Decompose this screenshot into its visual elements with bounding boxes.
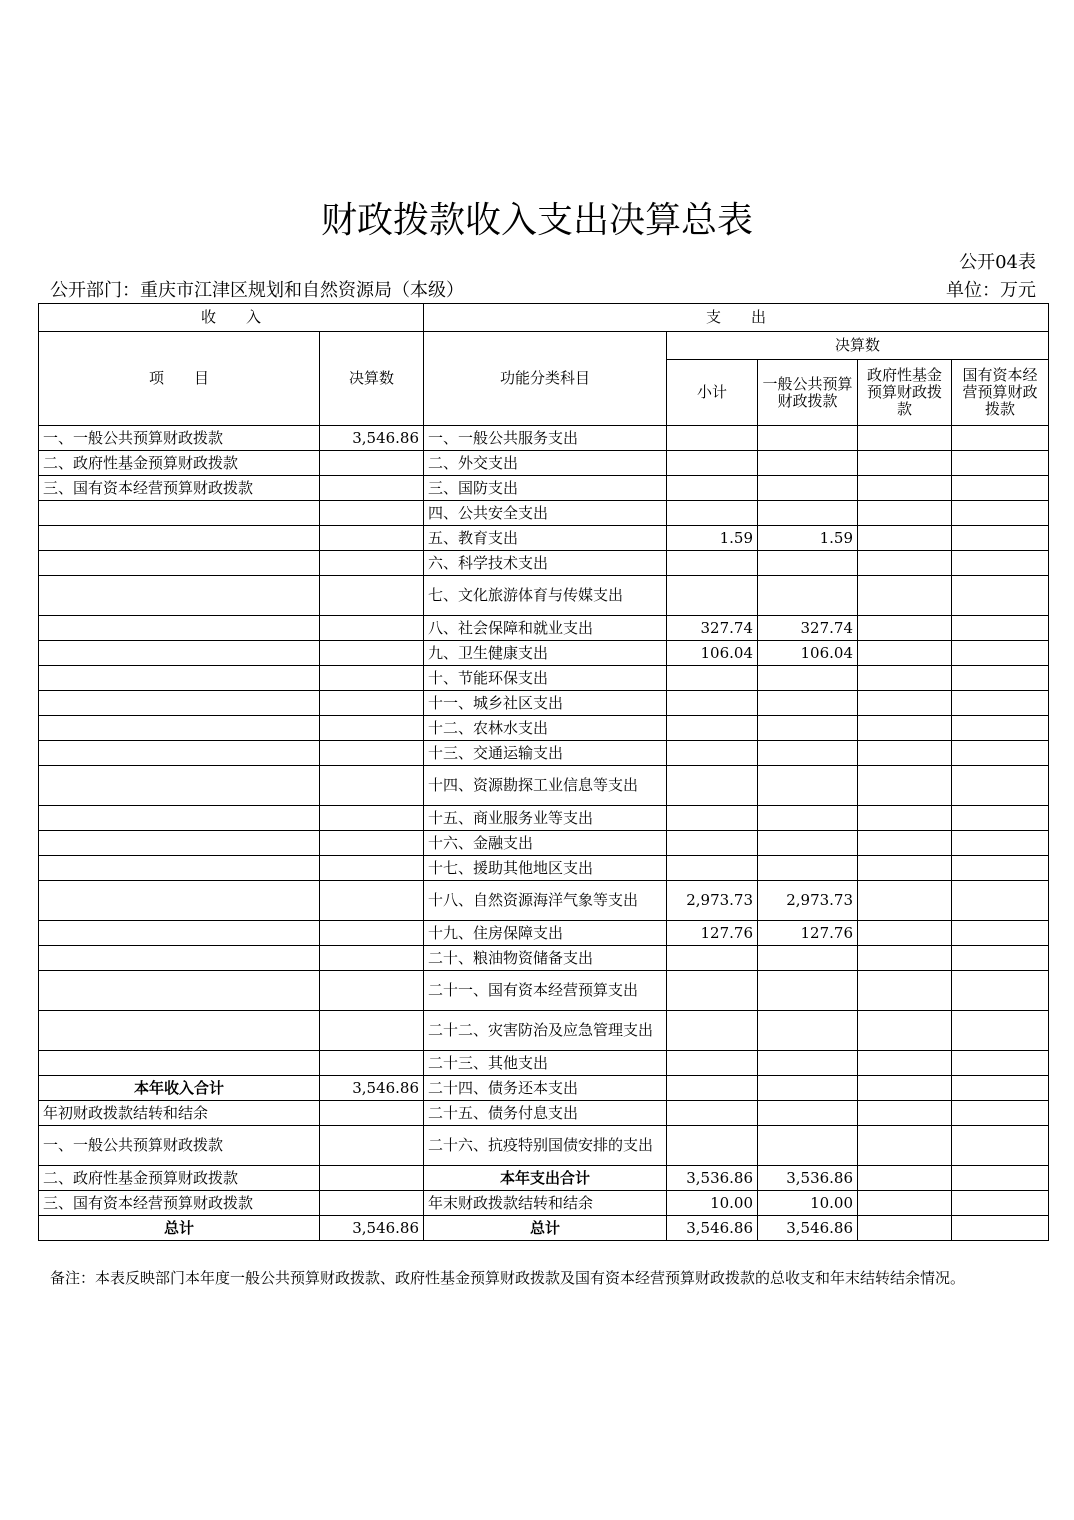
subject-cell: 总计 bbox=[424, 1216, 667, 1241]
state-capital-cell bbox=[952, 641, 1049, 666]
general-budget-cell bbox=[758, 576, 858, 616]
gov-fund-cell bbox=[858, 476, 952, 501]
subject-cell: 二十六、抗疫特别国债安排的支出 bbox=[424, 1126, 667, 1166]
state-capital-cell bbox=[952, 691, 1049, 716]
income-item-cell bbox=[39, 691, 320, 716]
general-budget-cell bbox=[758, 946, 858, 971]
general-budget-cell bbox=[758, 666, 858, 691]
gov-fund-cell bbox=[858, 971, 952, 1011]
gov-fund-cell bbox=[858, 616, 952, 641]
gov-fund-cell bbox=[858, 741, 952, 766]
gov-fund-cell bbox=[858, 426, 952, 451]
table-row bbox=[39, 946, 1049, 971]
form-number: 公开04表 bbox=[959, 252, 1036, 273]
general-budget-cell bbox=[758, 971, 858, 1011]
item-header: 项 目 bbox=[39, 332, 320, 426]
income-item-cell bbox=[39, 946, 320, 971]
gov-fund-cell bbox=[858, 946, 952, 971]
gov-fund-cell bbox=[858, 1051, 952, 1076]
income-item-cell: 一、一般公共预算财政拨款 bbox=[39, 1126, 320, 1166]
state-capital-cell bbox=[952, 426, 1049, 451]
state-capital-cell bbox=[952, 551, 1049, 576]
table-row bbox=[39, 1216, 1049, 1241]
subject-cell: 十六、金融支出 bbox=[424, 831, 667, 856]
subtotal-cell bbox=[667, 426, 758, 451]
income-header: 收 入 bbox=[39, 304, 424, 332]
state-capital-cell bbox=[952, 1011, 1049, 1051]
gov-fund-cell bbox=[858, 526, 952, 551]
subject-cell: 七、文化旅游体育与传媒支出 bbox=[424, 576, 667, 616]
general-budget-cell: 10.00 bbox=[758, 1191, 858, 1216]
income-amount-cell bbox=[320, 1011, 424, 1051]
state-capital-cell bbox=[952, 451, 1049, 476]
income-item-cell bbox=[39, 831, 320, 856]
general-budget-cell bbox=[758, 1051, 858, 1076]
general-budget-cell: 3,536.86 bbox=[758, 1166, 858, 1191]
subtotal-cell bbox=[667, 666, 758, 691]
subject-cell: 十四、资源勘探工业信息等支出 bbox=[424, 766, 667, 806]
subject-cell: 十七、援助其他地区支出 bbox=[424, 856, 667, 881]
gov-fund-cell bbox=[858, 881, 952, 921]
general-budget-cell: 327.74 bbox=[758, 616, 858, 641]
general-budget-cell bbox=[758, 501, 858, 526]
income-amount-cell bbox=[320, 476, 424, 501]
subtotal-cell bbox=[667, 1126, 758, 1166]
budget-table bbox=[38, 303, 1049, 1241]
subject-cell: 二十五、债务付息支出 bbox=[424, 1101, 667, 1126]
subject-cell: 十二、农林水支出 bbox=[424, 716, 667, 741]
gov-fund-cell bbox=[858, 451, 952, 476]
gov-fund-cell bbox=[858, 691, 952, 716]
subject-cell: 二、外交支出 bbox=[424, 451, 667, 476]
income-item-cell bbox=[39, 806, 320, 831]
general-budget-cell bbox=[758, 1126, 858, 1166]
table-row bbox=[39, 856, 1049, 881]
general-budget-cell bbox=[758, 1076, 858, 1101]
state-capital-cell bbox=[952, 666, 1049, 691]
income-item-cell bbox=[39, 921, 320, 946]
income-amount-cell bbox=[320, 946, 424, 971]
state-capital-cell bbox=[952, 476, 1049, 501]
table-row bbox=[39, 1191, 1049, 1216]
subject-cell: 十三、交通运输支出 bbox=[424, 741, 667, 766]
subtotal-cell: 3,546.86 bbox=[667, 1216, 758, 1241]
gov-fund-cell bbox=[858, 766, 952, 806]
gov-fund-cell bbox=[858, 831, 952, 856]
gov-fund-cell bbox=[858, 1011, 952, 1051]
income-amount-cell bbox=[320, 921, 424, 946]
income-amount-cell bbox=[320, 526, 424, 551]
subject-cell: 八、社会保障和就业支出 bbox=[424, 616, 667, 641]
state-capital-cell bbox=[952, 1191, 1049, 1216]
gov-fund-cell bbox=[858, 1216, 952, 1241]
subtotal-cell bbox=[667, 576, 758, 616]
subtotal-cell bbox=[667, 946, 758, 971]
subject-cell: 四、公共安全支出 bbox=[424, 501, 667, 526]
subject-cell: 二十二、灾害防治及应急管理支出 bbox=[424, 1011, 667, 1051]
general-budget-cell: 2,973.73 bbox=[758, 881, 858, 921]
general-budget-cell bbox=[758, 741, 858, 766]
gov-fund-cell bbox=[858, 921, 952, 946]
subject-cell: 一、一般公共服务支出 bbox=[424, 426, 667, 451]
income-item-cell: 三、国有资本经营预算财政拨款 bbox=[39, 476, 320, 501]
gov-fund-cell bbox=[858, 1101, 952, 1126]
subtotal-cell bbox=[667, 1101, 758, 1126]
state-capital-cell bbox=[952, 501, 1049, 526]
gov-fund-cell bbox=[858, 1166, 952, 1191]
income-amount-cell bbox=[320, 501, 424, 526]
subject-cell: 十一、城乡社区支出 bbox=[424, 691, 667, 716]
income-amount-cell bbox=[320, 691, 424, 716]
income-amount-cell bbox=[320, 806, 424, 831]
income-item-cell bbox=[39, 551, 320, 576]
state-capital-cell bbox=[952, 616, 1049, 641]
table-row bbox=[39, 501, 1049, 526]
table-row bbox=[39, 921, 1049, 946]
table-row bbox=[39, 831, 1049, 856]
table-row bbox=[39, 1166, 1049, 1191]
income-amount-cell bbox=[320, 741, 424, 766]
subtotal-cell: 106.04 bbox=[667, 641, 758, 666]
subtotal-cell bbox=[667, 766, 758, 806]
subtotal-cell bbox=[667, 551, 758, 576]
general-budget-cell bbox=[758, 716, 858, 741]
general-budget-cell: 1.59 bbox=[758, 526, 858, 551]
general-budget-cell bbox=[758, 831, 858, 856]
table-row bbox=[39, 666, 1049, 691]
subtotal-cell bbox=[667, 1011, 758, 1051]
income-amount-cell bbox=[320, 881, 424, 921]
gov-fund-cell bbox=[858, 666, 952, 691]
table-row bbox=[39, 971, 1049, 1011]
general-budget-cell bbox=[758, 856, 858, 881]
table-row bbox=[39, 526, 1049, 551]
general-budget-cell bbox=[758, 426, 858, 451]
income-amount-cell: 3,546.86 bbox=[320, 426, 424, 451]
subject-cell: 九、卫生健康支出 bbox=[424, 641, 667, 666]
income-item-cell bbox=[39, 501, 320, 526]
subject-cell: 二十三、其他支出 bbox=[424, 1051, 667, 1076]
state-capital-cell bbox=[952, 1126, 1049, 1166]
income-item-cell: 一、一般公共预算财政拨款 bbox=[39, 426, 320, 451]
income-amount-cell: 3,546.86 bbox=[320, 1216, 424, 1241]
subtotal-cell bbox=[667, 1051, 758, 1076]
gov-fund-cell bbox=[858, 716, 952, 741]
subject-cell: 五、教育支出 bbox=[424, 526, 667, 551]
income-item-cell bbox=[39, 616, 320, 641]
subtotal-cell bbox=[667, 856, 758, 881]
subject-cell: 十八、自然资源海洋气象等支出 bbox=[424, 881, 667, 921]
table-row bbox=[39, 616, 1049, 641]
subject-cell: 二十四、债务还本支出 bbox=[424, 1076, 667, 1101]
state-capital-cell bbox=[952, 741, 1049, 766]
table-row bbox=[39, 551, 1049, 576]
income-amount-cell bbox=[320, 1101, 424, 1126]
state-capital-cell bbox=[952, 766, 1049, 806]
state-capital-header: 国有资本经营预算财政拨款 bbox=[952, 360, 1049, 426]
income-item-cell bbox=[39, 1011, 320, 1051]
income-amount-cell bbox=[320, 666, 424, 691]
state-capital-cell bbox=[952, 806, 1049, 831]
income-item-cell: 二、政府性基金预算财政拨款 bbox=[39, 451, 320, 476]
gov-fund-header: 政府性基金预算财政拨款 bbox=[858, 360, 952, 426]
income-item-cell bbox=[39, 576, 320, 616]
table-row bbox=[39, 476, 1049, 501]
subject-cell: 本年支出合计 bbox=[424, 1166, 667, 1191]
table-row bbox=[39, 1076, 1049, 1101]
general-budget-cell bbox=[758, 476, 858, 501]
gov-fund-cell bbox=[858, 856, 952, 881]
table-row bbox=[39, 766, 1049, 806]
income-amount-cell bbox=[320, 641, 424, 666]
subtotal-cell bbox=[667, 476, 758, 501]
subject-cell: 六、科学技术支出 bbox=[424, 551, 667, 576]
table-row bbox=[39, 426, 1049, 451]
general-budget-cell: 127.76 bbox=[758, 921, 858, 946]
subtotal-cell: 327.74 bbox=[667, 616, 758, 641]
state-capital-cell bbox=[952, 921, 1049, 946]
income-item-cell bbox=[39, 716, 320, 741]
income-amount-cell bbox=[320, 971, 424, 1011]
income-item-cell: 本年收入合计 bbox=[39, 1076, 320, 1101]
gov-fund-cell bbox=[858, 576, 952, 616]
unit-label: 单位：万元 bbox=[946, 280, 1036, 301]
general-budget-cell: 3,546.86 bbox=[758, 1216, 858, 1241]
table-row bbox=[39, 1101, 1049, 1126]
income-amount-cell bbox=[320, 451, 424, 476]
income-item-cell: 年初财政拨款结转和结余 bbox=[39, 1101, 320, 1126]
subtotal-cell bbox=[667, 806, 758, 831]
subject-header: 功能分类科目 bbox=[424, 332, 667, 426]
subtotal-cell bbox=[667, 716, 758, 741]
general-budget-cell bbox=[758, 691, 858, 716]
general-budget-cell: 106.04 bbox=[758, 641, 858, 666]
income-amount-cell bbox=[320, 766, 424, 806]
footnote: 备注：本表反映部门本年度一般公共预算财政拨款、政府性基金预算财政拨款及国有资本经营预算财政拨款的总收支和年末结转结余情况。 bbox=[50, 1269, 966, 1287]
table-row bbox=[39, 691, 1049, 716]
subject-cell: 年末财政拨款结转和结余 bbox=[424, 1191, 667, 1216]
subtotal-cell bbox=[667, 741, 758, 766]
income-amount-cell: 3,546.86 bbox=[320, 1076, 424, 1101]
income-item-cell bbox=[39, 881, 320, 921]
income-item-cell bbox=[39, 666, 320, 691]
state-capital-cell bbox=[952, 1051, 1049, 1076]
income-amount-cell bbox=[320, 716, 424, 741]
state-capital-cell bbox=[952, 856, 1049, 881]
general-budget-cell bbox=[758, 451, 858, 476]
table-row bbox=[39, 741, 1049, 766]
gov-fund-cell bbox=[858, 641, 952, 666]
table-row bbox=[39, 1126, 1049, 1166]
state-capital-cell bbox=[952, 946, 1049, 971]
income-amount-cell bbox=[320, 1126, 424, 1166]
subject-cell: 十五、商业服务业等支出 bbox=[424, 806, 667, 831]
subtotal-cell bbox=[667, 971, 758, 1011]
general-budget-header: 一般公共预算财政拨款 bbox=[758, 360, 858, 426]
income-amount-cell bbox=[320, 831, 424, 856]
subject-cell: 三、国防支出 bbox=[424, 476, 667, 501]
gov-fund-cell bbox=[858, 1126, 952, 1166]
state-capital-cell bbox=[952, 1076, 1049, 1101]
subject-cell: 十、节能环保支出 bbox=[424, 666, 667, 691]
state-capital-cell bbox=[952, 881, 1049, 921]
state-capital-cell bbox=[952, 1166, 1049, 1191]
subtotal-cell: 2,973.73 bbox=[667, 881, 758, 921]
income-item-cell: 三、国有资本经营预算财政拨款 bbox=[39, 1191, 320, 1216]
income-item-cell bbox=[39, 766, 320, 806]
income-item-cell bbox=[39, 526, 320, 551]
page-title: 财政拨款收入支出决算总表 bbox=[320, 200, 753, 241]
state-capital-cell bbox=[952, 526, 1049, 551]
income-item-cell bbox=[39, 971, 320, 1011]
general-budget-cell bbox=[758, 551, 858, 576]
income-item-cell: 总计 bbox=[39, 1216, 320, 1241]
subtotal-cell bbox=[667, 1076, 758, 1101]
income-amount-cell bbox=[320, 1191, 424, 1216]
general-budget-cell bbox=[758, 1101, 858, 1126]
state-capital-cell bbox=[952, 1101, 1049, 1126]
state-capital-cell bbox=[952, 716, 1049, 741]
final-header: 决算数 bbox=[667, 332, 1049, 360]
subtotal-header: 小计 bbox=[667, 360, 758, 426]
income-item-cell bbox=[39, 641, 320, 666]
income-item-cell bbox=[39, 856, 320, 881]
table-row bbox=[39, 451, 1049, 476]
expense-header: 支 出 bbox=[424, 304, 1049, 332]
table-row bbox=[39, 881, 1049, 921]
amount-header: 决算数 bbox=[320, 332, 424, 426]
subject-cell: 二十一、国有资本经营预算支出 bbox=[424, 971, 667, 1011]
state-capital-cell bbox=[952, 831, 1049, 856]
general-budget-cell bbox=[758, 766, 858, 806]
income-amount-cell bbox=[320, 616, 424, 641]
subtotal-cell bbox=[667, 451, 758, 476]
department-label: 公开部门：重庆市江津区规划和自然资源局（本级） bbox=[50, 280, 464, 301]
state-capital-cell bbox=[952, 971, 1049, 1011]
income-amount-cell bbox=[320, 1166, 424, 1191]
general-budget-cell bbox=[758, 1011, 858, 1051]
income-item-cell bbox=[39, 1051, 320, 1076]
general-budget-cell bbox=[758, 806, 858, 831]
income-amount-cell bbox=[320, 576, 424, 616]
table-row bbox=[39, 641, 1049, 666]
gov-fund-cell bbox=[858, 501, 952, 526]
income-amount-cell bbox=[320, 856, 424, 881]
table-row bbox=[39, 806, 1049, 831]
table-row bbox=[39, 1051, 1049, 1076]
subtotal-cell: 1.59 bbox=[667, 526, 758, 551]
gov-fund-cell bbox=[858, 551, 952, 576]
income-amount-cell bbox=[320, 1051, 424, 1076]
subject-cell: 十九、住房保障支出 bbox=[424, 921, 667, 946]
subject-cell: 二十、粮油物资储备支出 bbox=[424, 946, 667, 971]
gov-fund-cell bbox=[858, 806, 952, 831]
gov-fund-cell bbox=[858, 1076, 952, 1101]
table-row bbox=[39, 716, 1049, 741]
gov-fund-cell bbox=[858, 1191, 952, 1216]
subtotal-cell bbox=[667, 831, 758, 856]
subtotal-cell: 3,536.86 bbox=[667, 1166, 758, 1191]
subtotal-cell bbox=[667, 501, 758, 526]
subtotal-cell: 10.00 bbox=[667, 1191, 758, 1216]
income-item-cell bbox=[39, 741, 320, 766]
table-row bbox=[39, 1011, 1049, 1051]
income-amount-cell bbox=[320, 551, 424, 576]
income-item-cell: 二、政府性基金预算财政拨款 bbox=[39, 1166, 320, 1191]
subtotal-cell: 127.76 bbox=[667, 921, 758, 946]
state-capital-cell bbox=[952, 1216, 1049, 1241]
subtotal-cell bbox=[667, 691, 758, 716]
state-capital-cell bbox=[952, 576, 1049, 616]
table-row bbox=[39, 576, 1049, 616]
